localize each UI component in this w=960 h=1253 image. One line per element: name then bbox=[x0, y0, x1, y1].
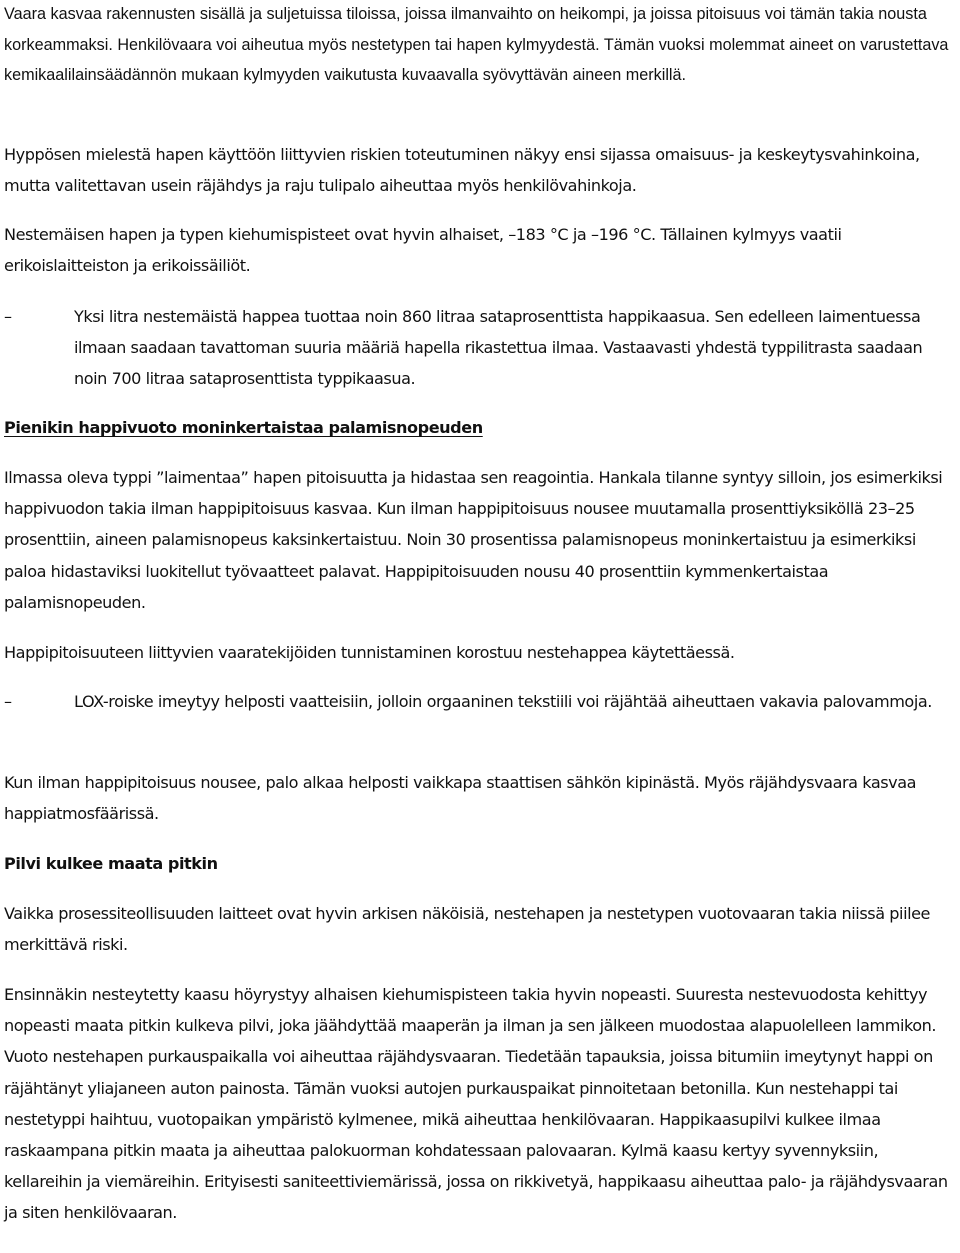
bullet-text-litra: Yksi litra nestemäistä happea tuottaa noin 860 litraa sataprosenttista happikaasua. Sen edelleen laimentuessa ilmaan saadaan tavattoman suuria määriä hapella rikastettua ilmaa. Vastaavasti yhdestä typpilitrasta saadaan noin 700 litraa sataprosenttista typpikaasua. bbox=[74, 307, 923, 389]
paragraph-typpi: Ilmassa oleva typpi ”laimentaa” hapen pitoisuutta ja hidastaa sen reagointia. Hankala tilanne syntyy silloin, jos esimerkiksi happivuodon takia ilman happipitoisuus kasvaa. Kun ilman happipitoisuus nousee muutamalla prosenttiyksiköllä 23–25 prosenttiin, aineen palamisnopeus kaksinkertaistuu. Noin 30 prosentissa palamisnopeus moninkertaistuu ja esimerkiksi paloa hidastaviksi luokitellut työvaatteet palavat. Happipitoisuuden nousu 40 prosenttiin kymmenkertaistaa palamisnopeuden. bbox=[4, 468, 943, 612]
paragraph-vaaratekijat: Happipitoisuuteen liittyvien vaaratekijöiden tunnistaminen korostuu nestehappea käytettäessä. bbox=[4, 643, 735, 662]
bullet-text-lox: LOX-roiske imeytyy helposti vaatteisiin, jolloin orgaaninen tekstiili voi räjähtää aiheuttaen vakavia palovammoja. bbox=[74, 692, 932, 711]
paragraph-intro: Vaara kasvaa rakennusten sisällä ja suljetuissa tiloissa, joissa ilmanvaihto on heikompi, ja joissa pitoisuus voi tämän takia nousta korkeammaksi. Henkilövaara voi aiheutua myös nestetypen tai hapen kylmyydestä. Tämän vuoksi molemmat aineet on varustettava kemikaalilainsäädännön mukaan kylmyyden vaikutusta kuvaavalla syövyttävän aineen merkillä. bbox=[4, 5, 949, 84]
heading-happivuoto: Pienikin happivuoto moninkertaistaa palamisnopeuden bbox=[4, 418, 483, 437]
heading-pilvi: Pilvi kulkee maata pitkin bbox=[4, 854, 218, 873]
paragraph-ensinnakin: Ensinnäkin nesteytetty kaasu höyrystyy alhaisen kiehumispisteen takia hyvin nopeasti. Suuresta nestevuodosta kehittyy nopeasti maata pitkin kulkeva pilvi, joka jäähdyttää maaperän ja ilman ja sen jälkeen muodostaa alapuolelleen lammikon. Vuoto nestehapen purkauspaikalla voi aiheuttaa räjähdysvaaran. Tiedetään tapauksia, joissa bitumiin imeytynyt happi on räjähtänyt yliajaneen auton painosta. Tämän vuoksi autojen purkauspaikat pinnoitetaan betonilla. Kun nestehappi tai nestetyppi haihtuu, vuotopaikan ympäristö kylmenee, mikä aiheuttaa henkilövaaran. Happikaasupilvi kulkee ilmaa raskaampana pitkin maata ja aiheuttaa palokuorman kohdatessaan palovaaran. Kylmä kaasu kertyy syvennyksiin, kellareihin ja viemäreihin. Erityisesti saniteettiviemärissä, jossa on rikkivetyä, happikaasu aiheuttaa palo- ja räjähdysvaaran ja siten henkilövaaran. bbox=[4, 985, 948, 1223]
paragraph-boiling-points: Nestemäisen hapen ja typen kiehumispisteet ovat hyvin alhaiset, –183 °C ja –196 °C. Tällainen kylmyys vaatii erikoislaitteiston ja erikoissäiliöt. bbox=[4, 225, 842, 276]
paragraph-kipina: Kun ilman happipitoisuus nousee, palo alkaa helposti vaikkapa staattisen sähkön kipinästä. Myös räjähdysvaara kasvaa happiatmosfäärissä. bbox=[4, 773, 917, 824]
dash-bullet: – bbox=[4, 692, 12, 711]
paragraph-hypponen: Hyppösen mielestä hapen käyttöön liittyvien riskien toteutuminen näkyy ensi sijassa omaisuus- ja keskeytysvahinkoina, mutta valitettavan usein räjähdys ja raju tulipalo aiheuttaa myös henkilövahinkoja. bbox=[4, 145, 920, 196]
dash-bullet: – bbox=[4, 307, 12, 326]
paragraph-prosessi: Vaikka prosessiteollisuuden laitteet ovat hyvin arkisen näköisiä, nestehapen ja nestetypen vuotovaaran takia niissä piilee merkittävä riski. bbox=[4, 904, 931, 955]
